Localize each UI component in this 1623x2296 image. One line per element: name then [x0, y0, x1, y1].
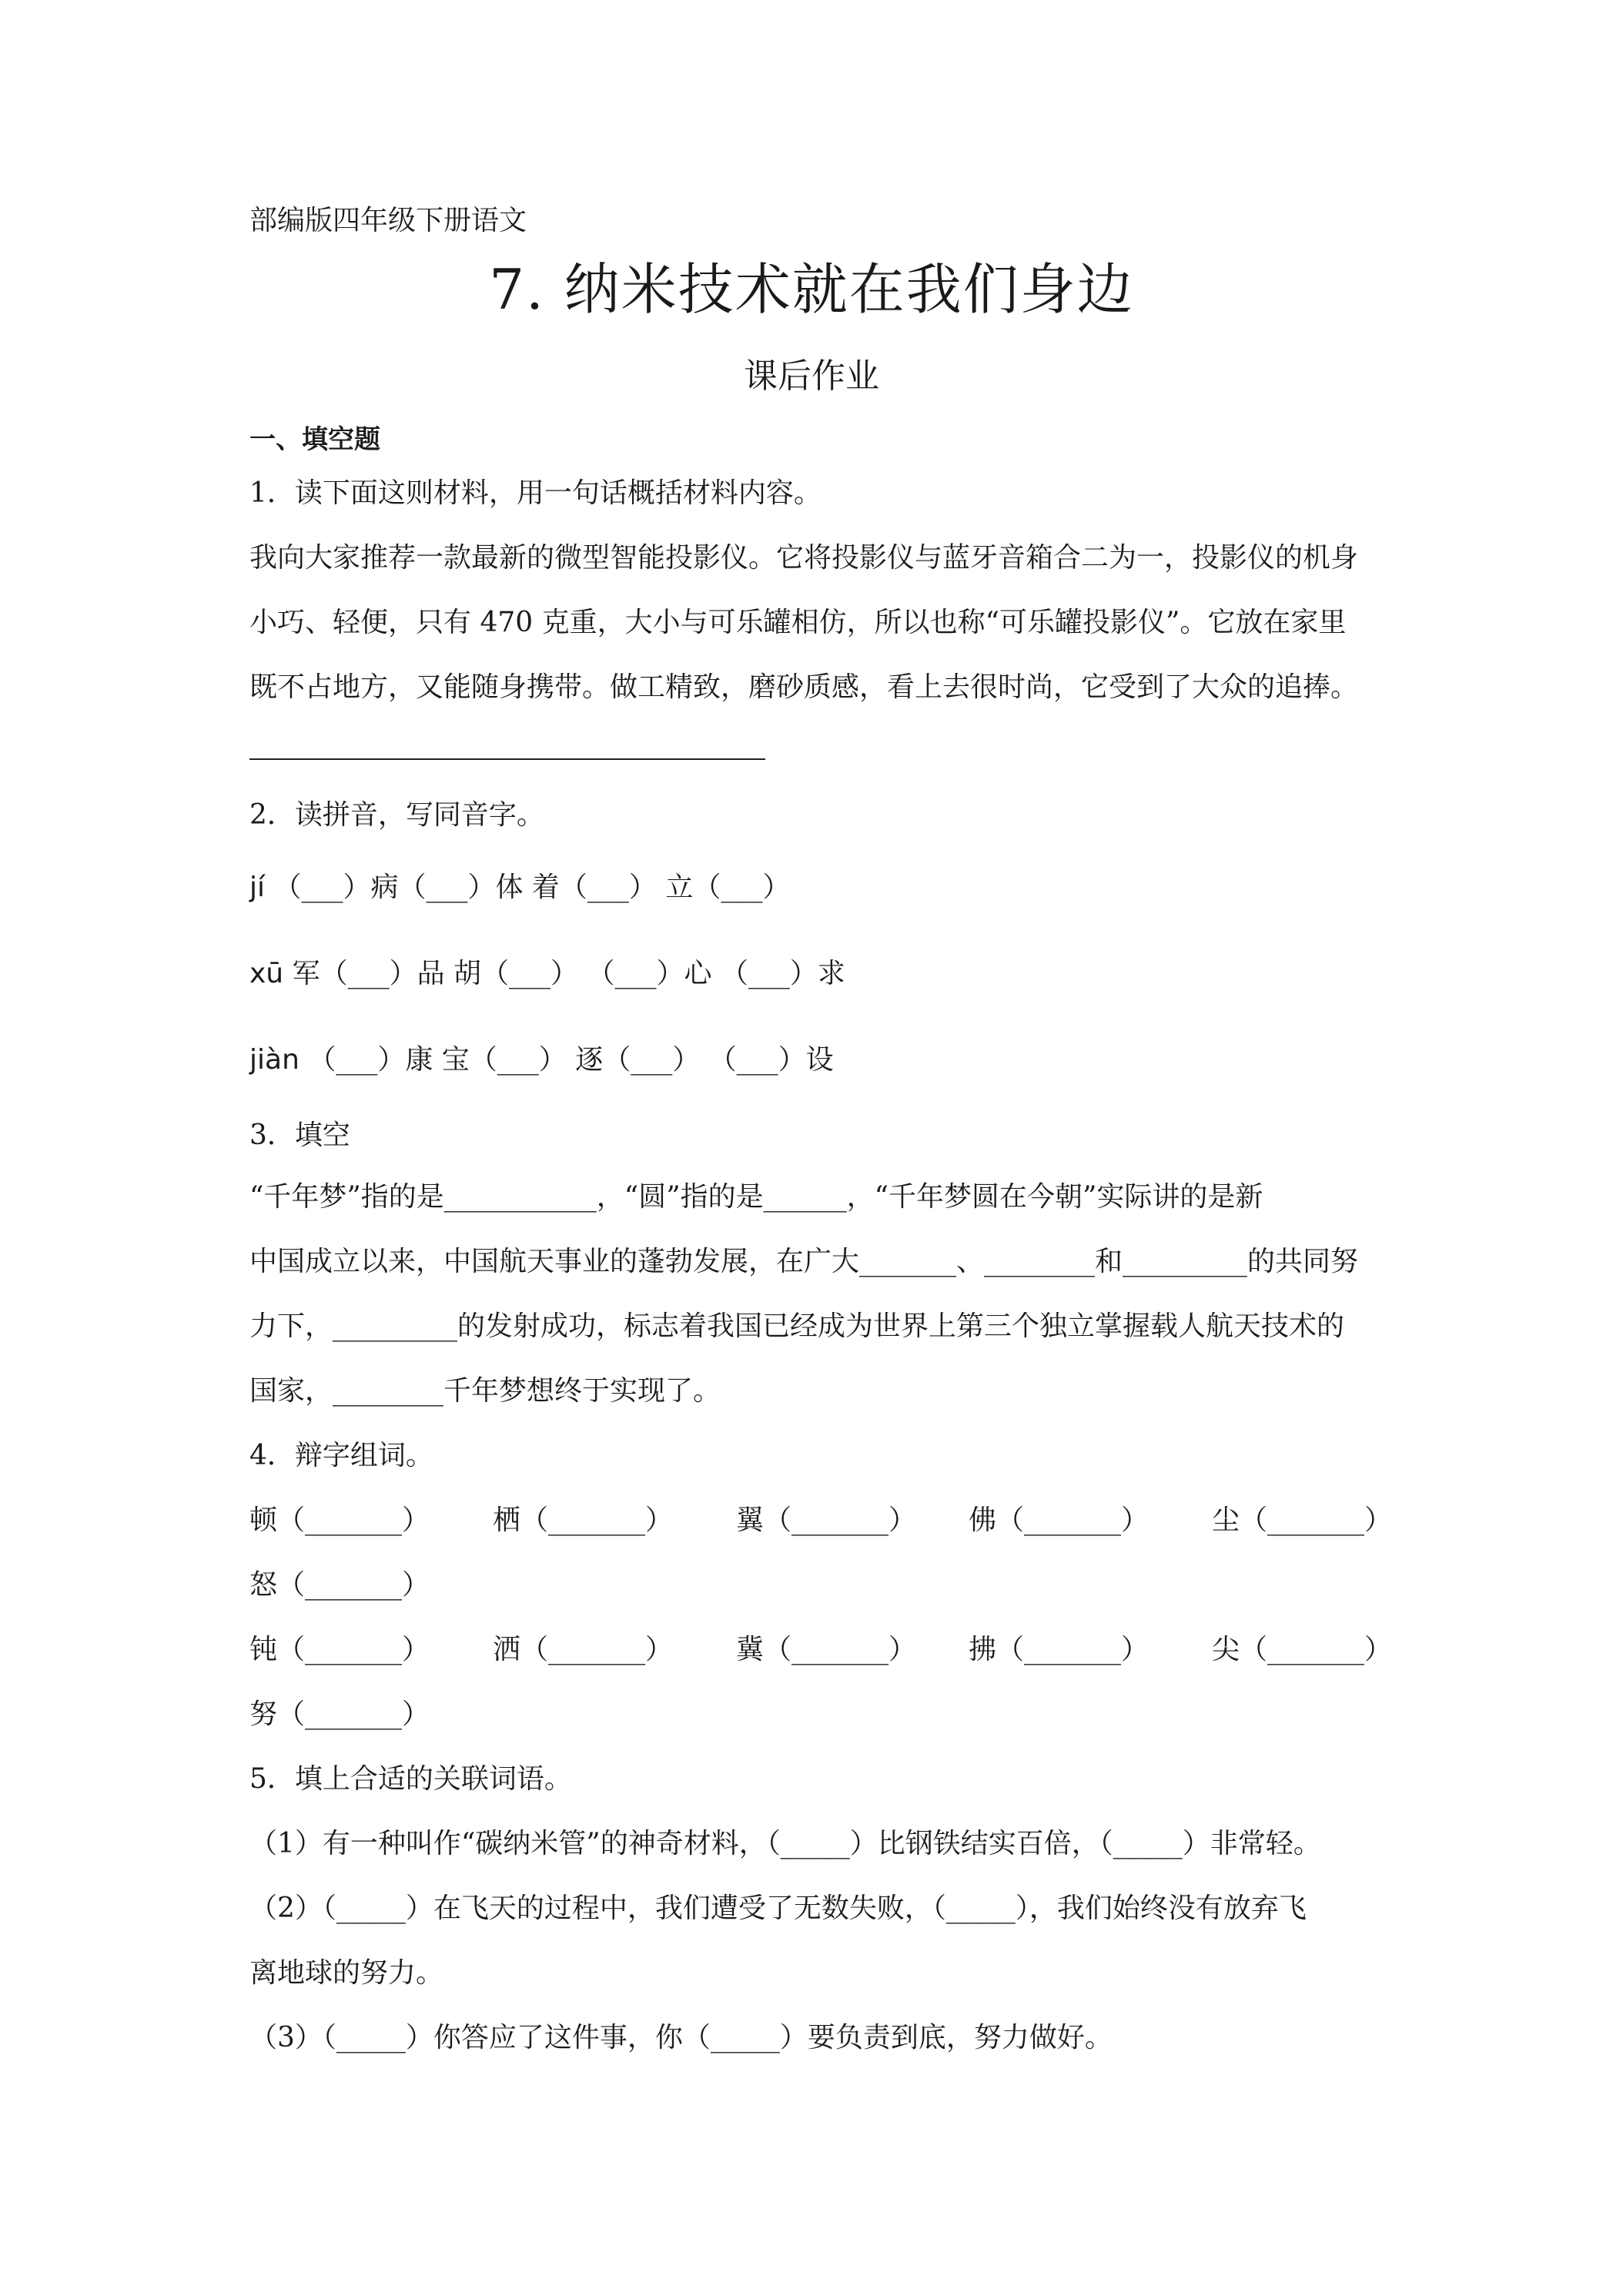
q3-line: 国家，________千年梦想终于实现了。 — [249, 1375, 721, 1407]
q2-row — [249, 865, 790, 905]
q2-row — [249, 1038, 834, 1077]
q1-answer-line[interactable] — [249, 758, 765, 760]
grade-header: 部编版四年级下册语文 — [249, 205, 527, 236]
page-subtitle: 课后作业 — [744, 356, 879, 396]
q3-line: 中国成立以来，中国航天事业的蓬勃发展，在广大_______、________和_________的共同努 — [249, 1246, 1359, 1277]
q2-row-text: 军（___）品 胡（___） （___）心 （___）求 — [292, 958, 845, 989]
q3-line: 力下，_________的发射成功，标志着我国已经成为世界上第三个独立掌握载人航天技术的 — [249, 1310, 1345, 1342]
q5-line: 离地球的努力。 — [249, 1957, 444, 1989]
q5-line: （3）（_____）你答应了这件事，你（_____）要负责到底，努力做好。 — [249, 2022, 1113, 2053]
q2-row-text: （___）病（___）体 着（___） 立（___） — [273, 872, 791, 903]
q5-prompt: 5．填上合适的关联词语。 — [249, 1763, 572, 1795]
q1-material-line: 小巧、轻便，只有 470 克重，大小与可乐罐相仿，所以也称“可乐罐投影仪”。它放在家里 — [249, 607, 1347, 638]
q4-item: 尖（_______） — [1212, 1634, 1393, 1665]
q4-item: 拂（_______） — [969, 1634, 1149, 1665]
q4-prompt: 4．辩字组词。 — [249, 1440, 433, 1471]
q5-line: （2）（_____）在飞天的过程中，我们遭受了无数失败，（_____），我们始终没有放弃飞 — [249, 1893, 1307, 1924]
pinyin-label: xū — [249, 958, 284, 989]
q4-item: 努（_______） — [249, 1699, 430, 1730]
q4-item: 怒（_______） — [249, 1569, 430, 1601]
q4-item: 栖（_______） — [493, 1504, 674, 1536]
q4-item: 钝（_______） — [249, 1634, 430, 1665]
pinyin-label: jiàn — [249, 1044, 300, 1076]
q5-line: （1）有一种叫作“碳纳米管”的神奇材料，（_____）比钢铁结实百倍，（_____）非常轻。 — [249, 1828, 1321, 1859]
q1-prompt: 1．读下面这则材料，用一句话概括材料内容。 — [249, 477, 822, 509]
q4-item: 翼（_______） — [736, 1504, 917, 1536]
q1-material-line: 我向大家推荐一款最新的微型智能投影仪。它将投影仪与蓝牙音箱合二为一，投影仪的机身 — [249, 542, 1359, 574]
pinyin-label: jí — [249, 872, 266, 903]
q1-material-line: 既不占地方，又能随身携带。做工精致，磨砂质感，看上去很时尚，它受到了大众的追捧。 — [249, 671, 1359, 703]
q4-item: 佛（_______） — [969, 1504, 1149, 1536]
q2-row-text: （___）康 宝（___） 逐（___） （___）设 — [308, 1044, 834, 1076]
q3-line: “千年梦”指的是___________，“圆”指的是______，“千年梦圆在今朝”实际讲的是新 — [249, 1181, 1263, 1213]
q2-prompt: 2．读拼音，写同音字。 — [249, 799, 544, 831]
q4-item: 冀（_______） — [736, 1634, 917, 1665]
page-title: 7. 纳米技术就在我们身边 — [489, 257, 1134, 322]
q4-item: 洒（_______） — [493, 1634, 674, 1665]
q2-row — [249, 952, 845, 991]
section-heading: 一、填空题 — [249, 424, 380, 455]
q3-prompt: 3．填空 — [249, 1120, 350, 1151]
q4-item: 顿（_______） — [249, 1504, 430, 1536]
q4-item: 尘（_______） — [1212, 1504, 1393, 1536]
